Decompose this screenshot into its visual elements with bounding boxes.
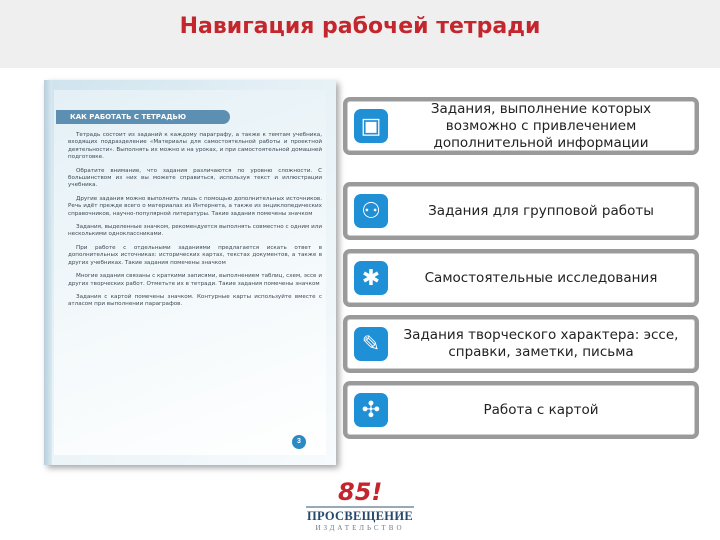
header-bar: [0, 0, 720, 68]
legend-item-creative: [347, 319, 695, 369]
legend-label: Задания для групповой работы: [428, 202, 654, 219]
book-paragraph: Тетрадь состоит из заданий к каждому параграфу, а также к темтам учебника, входящих подразделение «Материалы для самостоятельной работы и проектной деятельности». Выполнять их можно и на уроках, и при самостоятельной домашней подготовке.: [68, 132, 322, 161]
book-paragraph: Многие задания связаны с краткими записями, выполнением таблиц, схем, эссе и других творческих работ. Отметьте их в тетради. Такие задания помечены значком: [68, 273, 322, 287]
asterisk-icon: ✱: [354, 261, 388, 295]
legend-label: Работа с картой: [483, 401, 599, 418]
book-spine: [44, 80, 52, 465]
legend-label: Задания, выполнение которых возможно с привлечением дополнительной информации: [430, 100, 652, 151]
legend-label: Задания творческого характера: эссе, справки, заметки, письма: [403, 327, 679, 360]
logo-subtitle: ИЗДАТЕЛЬСТВО: [315, 524, 405, 532]
logo-anniversary: 85!: [338, 478, 383, 506]
book-paragraph: Задания с картой помечены значком. Контурные карты используйте вместе с атласом при выполнении параграфов.: [68, 293, 322, 308]
group-icon: ⚇: [354, 194, 388, 228]
book-paragraph: Задания, выделенные значком, рекомендуется выполнять совместно с одним или несколькими одноклассниками.: [68, 224, 322, 238]
book-paragraph: Обратите внимание, что задания различаются по уровню сложности. С большинством из них вы можете справиться, используя текст и иллюстрации учебника.: [68, 167, 322, 189]
pencil-icon: ✎: [354, 327, 388, 361]
publisher-logo: [300, 478, 420, 538]
logo-name: ПРОСВЕЩЕНИЕ: [306, 509, 413, 523]
legend-item-additional-info: [347, 101, 695, 151]
logo-divider: [306, 506, 414, 508]
book-paragraph: Другие задания можно выполнить лишь с помощью дополнительных источников. Речь идёт прежде всего о материалах из Интернета, а также из энциклопедических справочников, научно-популярной литературы. Такие задания помечены значком: [68, 195, 322, 217]
legend-item-map-work: [347, 385, 695, 435]
book-text: [68, 132, 322, 315]
workbook-page-image: [44, 80, 336, 465]
page-title: Навигация рабочей тетради: [179, 14, 541, 39]
legend-label: Самостоятельные исследования: [424, 269, 658, 286]
legend-item-research: [347, 253, 695, 303]
book-page-number: 3: [292, 435, 306, 449]
legend-item-group-work: [347, 186, 695, 236]
book-paragraph: При работе с отдельными заданиями предлагается искать ответ в дополнительных источниках: исторических картах, текстах документов, а также в других учебниках. Такие задания помечены значком: [68, 244, 322, 266]
compass-icon: ✣: [354, 393, 388, 427]
screen-icon: ▣: [354, 109, 388, 143]
book-section-title: КАК РАБОТАТЬ С ТЕТРАДЬЮ: [56, 110, 230, 124]
